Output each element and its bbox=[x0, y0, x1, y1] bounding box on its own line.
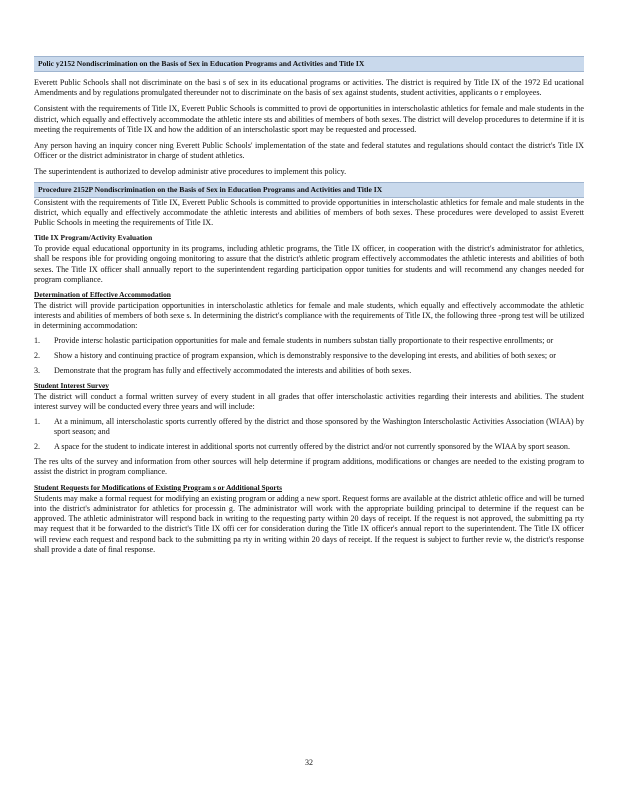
evaluation-heading: Title IX Program/Activity Evaluation bbox=[34, 233, 153, 243]
policy-header-bar: Polic y2152 Nondiscrimination on the Basis of Sex in Education Programs and Activities and Title IX bbox=[34, 56, 584, 72]
page-number: 32 bbox=[305, 758, 313, 767]
survey-list bbox=[34, 417, 584, 453]
policy-paragraph: Everett Public Schools shall not discriminate on the basi s of sex in its educational programs or activities. The district is required by Title IX of the 1972 Ed ucational Amendments and by regulations promulgated thereunder not to discriminate on the basis of sex against students, student activities, applicants o r employees. bbox=[34, 78, 584, 98]
policy-paragraph: Any person having an inquiry concer ning Everett Public Schools' implementation of the state and federal statutes and regulations should contact the district's Title IX Officer or the district administrator in charge of student athletics. bbox=[34, 141, 584, 161]
document-page bbox=[34, 56, 584, 555]
list-item: 1. Provide intersc holastic participation opportunities for male and female students in numbers substan tially proportionate to their respective enrollments; or bbox=[34, 335, 554, 345]
list-item: 2. A space for the student to indicate interest in additional sports not currently offered by the district and/or not currently sponsored by the WIAA by sport season. bbox=[34, 442, 571, 452]
policy-paragraph: Consistent with the requirements of Title IX, Everett Public Schools is committed to provi de opportunities in interscholastic athletics for female and male students in the district, which equally and effectively accommodate the athletic intere sts and abilities of members of both sexes. The district will develop procedures to determine if it is meeting the requirements of Title IX and how the addition of an interscholastic sport may be requested and processed. bbox=[34, 104, 584, 134]
determination-list bbox=[34, 336, 584, 377]
policy-paragraph: The superintendent is authorized to develop administr ative procedures to implement this policy. bbox=[34, 167, 347, 177]
list-item: 2. Show a history and continuing practice of program expansion, which is demonstrably responsive to the developing int erests, and abilities of both sexes; or bbox=[34, 350, 556, 360]
survey-results: The res ults of the survey and information from other sources will help determine if program additions, modifications or changes are needed to the existing program to assist the district in program compliance. bbox=[34, 457, 584, 477]
determination-heading: Determination of Effective Accommodation bbox=[34, 290, 171, 300]
evaluation-text: To provide equal educational opportunity in its programs, including athletic programs, the Title IX officer, in cooperation with the district's administrator for athletics, shall be respons ible for providing ongoing monitoring to assure that the district's athletic program effectively accommodates the athletic interests and abilities of both sexes. The Title IX officer shall annually report to the superintendent regarding participation oppor tunities for students and will recommend any changes needed for program compliance. bbox=[34, 244, 584, 284]
list-item: 3. Demonstrate that the program has fully and effectively accommodated the interests and abilities of both sexes. bbox=[34, 366, 412, 376]
requests-text: Students may make a formal request for modifying an existing program or adding a new sport. Request forms are available at the district athletic office and will be turned into the district's administrator for athletics for processin g. The administrator will work with the appropriate building principal to determine if the request can be approved. The athletic administrator will respond back in writing to the requesting party within 20 days of receipt. If the request is not approved, the submitting pa rty may request that it be forwarded to the district's Title IX offi cer for consideration during the Title IX officer's annual report to the superintendent. The Title IX officer will review each request and respond back to the submitting pa rty in writing within 20 days of receipt. If the request is subject to further revie w, the district's response shall provide a date of final response. bbox=[34, 493, 584, 554]
determination-text: The district will provide participation opportunities in interscholastic athletics for female and male students, which equally and effectively accommodate the athletic interests and abilities of members of both sexe s. In determining the district's compliance with the requirements of Title IX, the following three -prong test will be utilized in determining accommodation: bbox=[34, 301, 584, 331]
policy-body bbox=[34, 78, 584, 178]
requests-heading: Student Requests for Modifications of Existing Program s or Additional Sports bbox=[34, 482, 283, 492]
procedure-header-bar: Procedure 2152P Nondiscrimination on the Basis of Sex in Education Programs and Activities and Title IX bbox=[34, 182, 584, 198]
survey-heading: Student Interest Survey bbox=[34, 381, 110, 391]
survey-text: The district will conduct a formal written survey of every student in all grades that offer interscholastic activities regarding their interests and abilities. The student interest survey will be conducted every three years and will include: bbox=[34, 392, 584, 412]
procedure-intro: Consistent with the requirements of Title IX, Everett Public Schools is committed to provide opportunities in interscholastic athletics for female and male students in the district, which equally and effectively accommodate the athletic interests and abilities of members of both sexes. These procedures were developed to assist Everett Public Schools in meeting the requirements of Title IX. bbox=[34, 197, 584, 228]
list-item: 1. At a minimum, all interscholastic sports currently offered by the district and those sponsored by the Washington Interscholastic Activities Association (WIAA) by sport season; and bbox=[34, 416, 584, 436]
